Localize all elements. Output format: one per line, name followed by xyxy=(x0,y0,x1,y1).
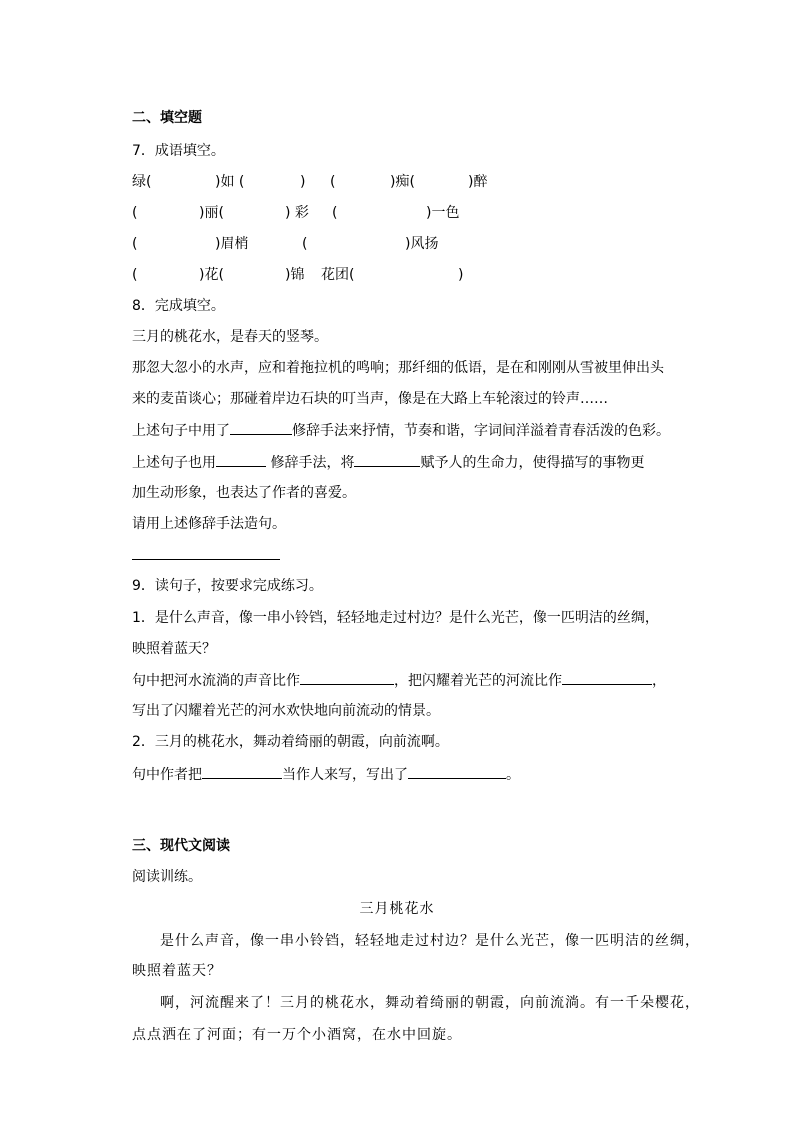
answer-blank-sound-metaphor[interactable] xyxy=(300,671,394,685)
q9-sentence-1-summary: 写出了闪耀着光芒的河水欢快地向前流动的情景。 xyxy=(132,703,440,719)
q8-sentence-prompt: 请用上述修辞手法造句。 xyxy=(132,516,286,532)
worksheet-page: 二、填空题 7．成语填空。 绿( )如 ( ) ( )痴( )醉 ( )丽( ) 彩 ( )一色 ( )眉梢 ( )风扬 ( )花( )锦 花团( ) 8．完成填空。 三月的桃花水，是春天的竖琴。 那忽大忽小的水声，应和着拖拉机的鸣响；那纤细的低语，是在和刚刚从雪被里伸出头 来的麦苗谈心；那碰着岸边石块的叮当声，像是在大路上车轮滚过的铃声…… 上述句子中用了 修辞手法来抒情，节奏和谐，字词间洋溢着青春活泼的色彩。 上述句子也用 修辞手法，将 赋予人的生命力，使得描写的事物更 加生动形象，也表达了作者的喜爱。 请用上述修辞手法造句。 9．读句子，按要求完成练习。 1．是什么声音，像一串小铃铛，轻轻地走过村边？是什么光芒，像一匹明洁的丝绸， 映照着蓝天？ 句中把河水流淌的声音比作 ，把闪耀着光芒的河流比作 ， 写出了闪耀着光芒的河水欢快地向前流动的情景。 2．三月的桃花水，舞动着绮丽的朝霞，向前流啊。 句中作者把 当作人来写，写出了 。 三、现代文阅读 阅读训练。 三月桃花水 是什么声音，像一串小铃铛，轻轻地走过村边？是什么光芒，像一匹明洁的丝绸， 映照着蓝天？ 啊，河流醒来了！三月的桃花水，舞动着绮丽的朝霞，向前流淌。有一千朵樱花， 点点洒在了河面；有一万个小酒窝，在水中回旋。 xyxy=(0,0,794,1123)
question-9-prompt: 9．读句子，按要求完成练习。 xyxy=(132,578,323,594)
passage-paragraph-1-line-1: 是什么声音，像一串小铃铛，轻轻地走过村边？是什么光芒，像一匹明洁的丝绸， xyxy=(160,933,700,949)
section-heading-fill-blanks: 二、填空题 xyxy=(132,110,202,126)
answer-blank-sentence[interactable] xyxy=(132,546,280,560)
q8-passage-line-2: 那忽大忽小的水声，应和着拖拉机的鸣响；那纤细的低语，是在和刚刚从雪被里伸出头 xyxy=(132,360,664,376)
passage-title: 三月桃花水 xyxy=(359,901,435,917)
passage-paragraph-2-line-1: 啊，河流醒来了！三月的桃花水，舞动着绮丽的朝霞，向前流淌。有一千朵樱花， xyxy=(160,995,700,1011)
section-heading-reading: 三、现代文阅读 xyxy=(132,838,230,854)
answer-blank-rhetoric-1[interactable] xyxy=(230,421,292,435)
question-8-prompt: 8．完成填空。 xyxy=(132,298,225,314)
q8-question-line-4: 上述句子中用了 修辞手法来抒情，节奏和谐，字词间洋溢着青春活泼的色彩。 xyxy=(132,423,670,439)
q9-sentence-2: 2．三月的桃花水，舞动着绮丽的朝霞，向前流啊。 xyxy=(132,734,449,750)
answer-blank-effect[interactable] xyxy=(408,765,506,779)
passage-paragraph-1-line-2: 映照着蓝天？ xyxy=(132,963,222,979)
q9-sentence-1-question: 句中把河水流淌的声音比作 ，把闪耀着光芒的河流比作 ， xyxy=(132,673,666,689)
q8-question-line-5: 上述句子也用 修辞手法，将 赋予人的生命力，使得描写的事物更 xyxy=(132,455,645,471)
q8-question-line-6: 加生动形象，也表达了作者的喜爱。 xyxy=(132,485,356,501)
q8-passage-line-3: 来的麦苗谈心；那碰着岸边石块的叮当声，像是在大路上车轮滚过的铃声…… xyxy=(132,391,608,407)
q9-sentence-2-question: 句中作者把 当作人来写，写出了 。 xyxy=(132,767,520,783)
reading-intro: 阅读训练。 xyxy=(132,869,202,885)
q8-passage-line-1: 三月的桃花水，是春天的竖琴。 xyxy=(132,329,328,345)
answer-blank-personified[interactable] xyxy=(202,765,282,779)
question-7-prompt: 7．成语填空。 xyxy=(132,143,225,159)
q9-sentence-1-line-1: 1．是什么声音，像一串小铃铛，轻轻地走过村边？是什么光芒，像一匹明洁的丝绸， xyxy=(132,610,659,626)
answer-blank-river-metaphor[interactable] xyxy=(562,671,652,685)
answer-blank-rhetoric-2[interactable] xyxy=(216,453,266,467)
answer-blank-object[interactable] xyxy=(354,453,420,467)
passage-paragraph-2-line-2: 点点洒在了河面；有一万个小酒窝，在水中回旋。 xyxy=(132,1027,462,1043)
q9-sentence-1-line-2: 映照着蓝天？ xyxy=(132,641,216,657)
